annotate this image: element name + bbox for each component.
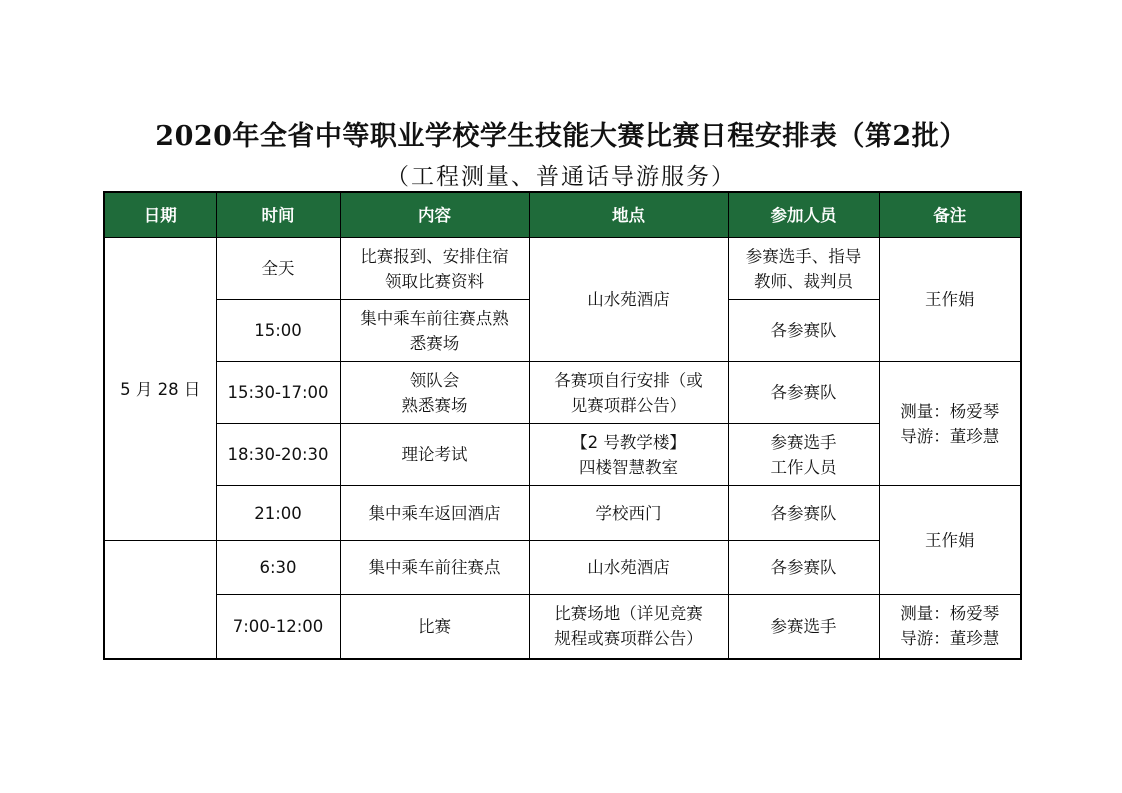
content-cell: 集中乘车前往赛点 — [340, 541, 529, 595]
content-cell — [340, 362, 529, 424]
participants-cell: 各参赛队 — [728, 300, 879, 362]
time-cell: 7:00-12:00 — [216, 595, 340, 659]
header-content: 内容 — [340, 192, 529, 238]
location-cell: 山水苑酒店 — [529, 238, 728, 362]
header-date: 日期 — [104, 192, 216, 238]
location-line: 四楼智慧教室 — [579, 457, 678, 477]
location-cell — [529, 362, 728, 424]
time-cell: 18:30-20:30 — [216, 424, 340, 486]
date-cell — [104, 541, 216, 659]
participants-cell — [728, 238, 879, 300]
content-line: 悉赛场 — [409, 333, 460, 353]
header-location: 地点 — [529, 192, 728, 238]
participants-cell: 各参赛队 — [728, 362, 879, 424]
content-cell: 理论考试 — [340, 424, 529, 486]
header-remarks: 备注 — [879, 192, 1021, 238]
participants-cell: 各参赛队 — [728, 541, 879, 595]
participants-line: 工作人员 — [770, 457, 837, 477]
table-row — [104, 595, 1021, 659]
remarks-line: 导游：董珍慧 — [900, 629, 1000, 649]
time-cell: 21:00 — [216, 486, 340, 541]
content-cell — [340, 300, 529, 362]
location-cell — [529, 424, 728, 486]
participants-line: 教师、裁判员 — [754, 271, 853, 291]
location-line: 规程或赛项群公告） — [554, 629, 703, 649]
location-cell — [529, 595, 728, 659]
content-line: 集中乘车前往赛点熟 — [360, 308, 509, 328]
content-line: 领队会 — [409, 370, 460, 390]
location-line: 各赛项自行安排（或 — [554, 370, 703, 390]
participants-line: 参赛选手 — [770, 432, 837, 452]
participants-cell — [728, 424, 879, 486]
content-line: 领取比赛资料 — [385, 271, 484, 291]
table-row — [104, 238, 1021, 300]
remarks-cell: 王作娟 — [879, 486, 1021, 595]
remarks-line: 测量：杨爱琴 — [900, 604, 1000, 624]
content-cell: 集中乘车返回酒店 — [340, 486, 529, 541]
content-cell — [340, 238, 529, 300]
time-cell: 6:30 — [216, 541, 340, 595]
content-cell: 比赛 — [340, 595, 529, 659]
participants-line: 参赛选手、指导 — [745, 246, 862, 266]
time-cell: 15:00 — [216, 300, 340, 362]
content-line: 熟悉赛场 — [401, 395, 468, 415]
document-title: 2020年全省中等职业学校学生技能大赛比赛日程安排表（第2批） — [155, 121, 967, 152]
header-participants: 参加人员 — [728, 192, 879, 238]
remarks-line: 测量：杨爱琴 — [900, 401, 1000, 421]
table-header-row — [104, 192, 1021, 238]
location-line: 见赛项群公告） — [570, 395, 687, 415]
remarks-cell — [879, 595, 1021, 659]
document-subtitle: （工程测量、普通话导游服务） — [386, 164, 736, 190]
remarks-cell — [879, 362, 1021, 486]
remarks-cell: 王作娟 — [879, 238, 1021, 362]
remarks-line: 导游：董珍慧 — [900, 426, 1000, 446]
date-cell: 5 月 28 日 — [104, 238, 216, 541]
location-cell: 学校西门 — [529, 486, 728, 541]
header-time: 时间 — [216, 192, 340, 238]
time-cell: 15:30-17:00 — [216, 362, 340, 424]
table-row — [104, 486, 1021, 541]
location-cell: 山水苑酒店 — [529, 541, 728, 595]
participants-cell: 参赛选手 — [728, 595, 879, 659]
content-line: 比赛报到、安排住宿 — [360, 246, 509, 266]
location-line: 【2 号教学楼】 — [571, 432, 686, 452]
time-cell: 全天 — [216, 238, 340, 300]
participants-cell: 各参赛队 — [728, 486, 879, 541]
location-line: 比赛场地（详见竞赛 — [554, 604, 703, 624]
schedule-table — [103, 191, 1022, 660]
table-row — [104, 362, 1021, 424]
